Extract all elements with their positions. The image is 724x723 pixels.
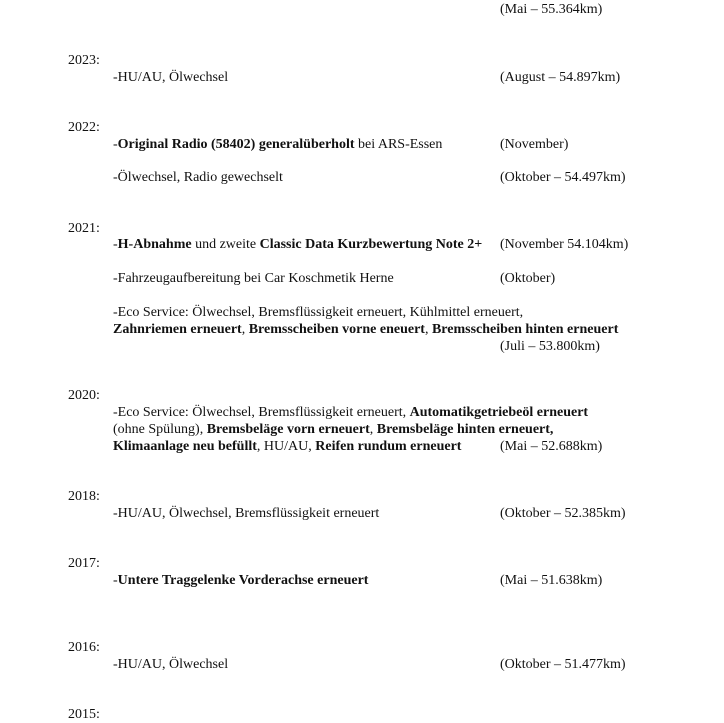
year-heading: 2021:	[68, 221, 100, 236]
entry-text	[113, 438, 461, 455]
entry-text: -Ölwechsel, Radio gewechselt	[113, 170, 283, 185]
bold-text: H-Abnahme	[117, 237, 192, 252]
text-segment: -Eco Service: Ölwechsel, Bremsflüssigkeit erneuert,	[113, 405, 410, 420]
year-heading: 2018:	[68, 489, 100, 504]
entry-text: -HU/AU, Ölwechsel	[113, 657, 229, 672]
text-segment: ,	[241, 322, 249, 337]
entry-text	[113, 236, 482, 253]
entry-text	[113, 421, 553, 438]
bold-text: Bremsscheiben vorne eneuert	[248, 322, 425, 337]
text-segment: , HU/AU,	[256, 439, 316, 454]
entry-date: (Mai – 52.688km)	[500, 439, 603, 454]
bold-text: Automatikgetriebeöl erneuert	[409, 405, 589, 420]
text-segment: -	[113, 137, 118, 152]
entry-text: -Eco Service: Ölwechsel, Bremsflüssigkeit erneuert, Kühlmittel erneuert,	[113, 305, 524, 320]
text-segment: -	[113, 237, 118, 252]
year-heading: 2016:	[68, 640, 100, 655]
year-heading: 2023:	[68, 53, 100, 68]
entry-text	[113, 572, 368, 589]
entry-text: -Fahrzeugaufbereitung bei Car Koschmetik Herne	[113, 271, 394, 286]
bold-text: Bremsbeläge hinten erneuert,	[376, 422, 554, 437]
bold-text: Klimaanlage neu befüllt	[113, 439, 257, 454]
entry-text	[113, 321, 618, 338]
bold-text: Untere Traggelenke Vorderachse erneuert	[117, 573, 369, 588]
entry-date: (Oktober – 51.477km)	[500, 657, 626, 672]
entry-date: (Oktober – 52.385km)	[500, 506, 626, 521]
entry-date: (Oktober)	[500, 271, 556, 286]
text-segment: bei ARS-Essen	[354, 137, 443, 152]
year-heading: 2017:	[68, 556, 100, 571]
text-segment: ,	[424, 322, 432, 337]
entry-date: (Juli – 53.800km)	[500, 339, 600, 354]
entry-date: (November 54.104km)	[500, 237, 629, 252]
entry-text	[113, 136, 442, 153]
entry-date: (Mai – 55.364km)	[500, 2, 603, 17]
entry-text: -HU/AU, Ölwechsel, Bremsflüssigkeit erneuert	[113, 506, 380, 521]
entry-date: (August – 54.897km)	[500, 70, 621, 85]
bold-text: Original Radio (58402) generalüberholt	[117, 137, 355, 152]
bold-text: Bremsbeläge vorn erneuert	[206, 422, 370, 437]
text-segment: -	[113, 573, 118, 588]
entry-date: (Mai – 51.638km)	[500, 573, 603, 588]
bold-text: Zahnriemen erneuert	[113, 322, 242, 337]
entry-date: (November)	[500, 137, 569, 152]
entry-text: -HU/AU, Ölwechsel	[113, 70, 229, 85]
text-segment: und zweite	[191, 237, 260, 252]
year-heading: 2020:	[68, 388, 100, 403]
text-segment: ,	[369, 422, 377, 437]
year-heading: 2022:	[68, 120, 100, 135]
bold-text: Reifen rundum erneuert	[315, 439, 462, 454]
bold-text: Bremsscheiben hinten erneuert	[431, 322, 619, 337]
entry-text	[113, 404, 588, 421]
text-segment: (ohne Spülung),	[113, 422, 207, 437]
entry-date: (Oktober – 54.497km)	[500, 170, 626, 185]
bold-text: Classic Data Kurzbewertung Note 2+	[259, 237, 483, 252]
year-heading: 2015:	[68, 707, 100, 722]
